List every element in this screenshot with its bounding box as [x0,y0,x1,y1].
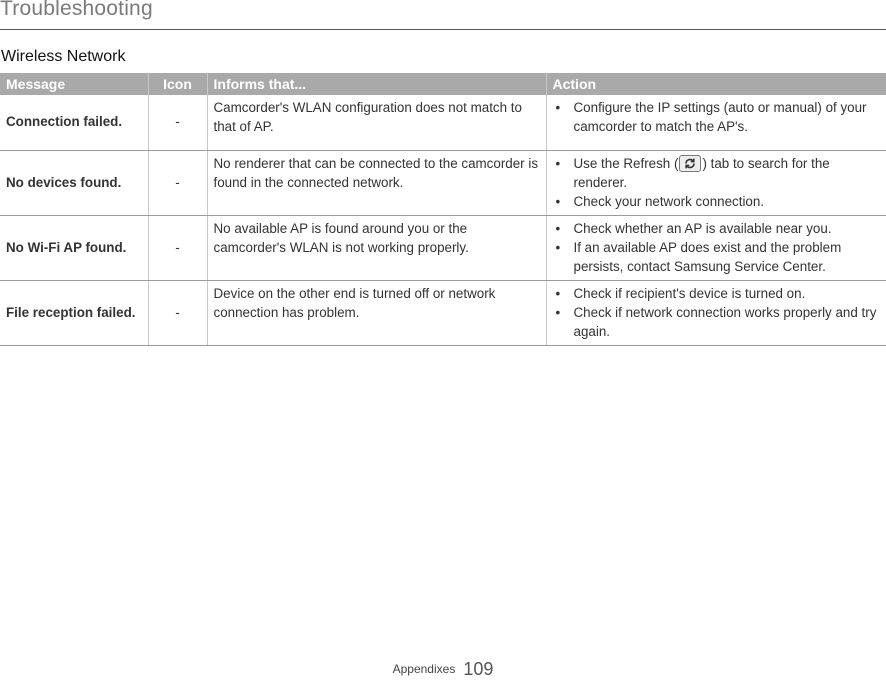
table-header-row [0,73,886,95]
section-heading: Wireless Network [1,48,126,65]
page-title: Troubleshooting [0,0,153,20]
action-item: • Check if network connection works properly and try again. [553,303,881,341]
action-item [553,154,881,192]
action-item: • Check whether an AP is available near you. [553,219,881,238]
row-actions [546,95,886,150]
table-row [0,95,886,150]
row-icon: - [148,280,207,345]
row-actions [546,215,886,280]
page-number: 109 [463,659,494,679]
row-icon: - [148,150,207,215]
row-icon: - [148,215,207,280]
action-item: • Configure the IP settings (auto or manual) of your camcorder to match the AP's. [553,98,881,136]
row-message: No Wi-Fi AP found. [0,215,148,280]
row-message: No devices found. [0,150,148,215]
header-message: Message [0,73,148,95]
header-icon: Icon [148,73,207,95]
row-informs: Camcorder's WLAN configuration does not match to that of AP. [207,95,546,150]
row-message: Connection failed. [0,95,148,150]
row-informs: No available AP is found around you or the camcorder's WLAN is not working properly. [207,215,546,280]
header-informs: Informs that... [207,73,546,95]
refresh-icon [679,155,701,172]
action-text-before: Use the Refresh ( [573,155,679,171]
table-row [0,150,886,215]
row-informs: No renderer that can be connected to the camcorder is found in the connected network. [207,150,546,215]
row-informs: Device on the other end is turned off or network connection has problem. [207,280,546,345]
action-item: • Check your network connection. [553,192,881,211]
footer-label: Appendixes [392,662,456,676]
title-divider [0,29,886,30]
action-item: • If an available AP does exist and the problem persists, contact Samsung Service Center. [553,238,881,276]
action-text-after: ) tab to search for the renderer. [573,155,830,190]
row-actions [546,280,886,345]
row-actions [546,150,886,215]
row-message: File reception failed. [0,280,148,345]
row-icon: - [148,95,207,150]
action-item: • Check if recipient's device is turned on. [553,284,881,303]
header-action: Action [546,73,886,95]
troubleshooting-table [0,73,886,346]
table-row [0,280,886,345]
table-row [0,215,886,280]
